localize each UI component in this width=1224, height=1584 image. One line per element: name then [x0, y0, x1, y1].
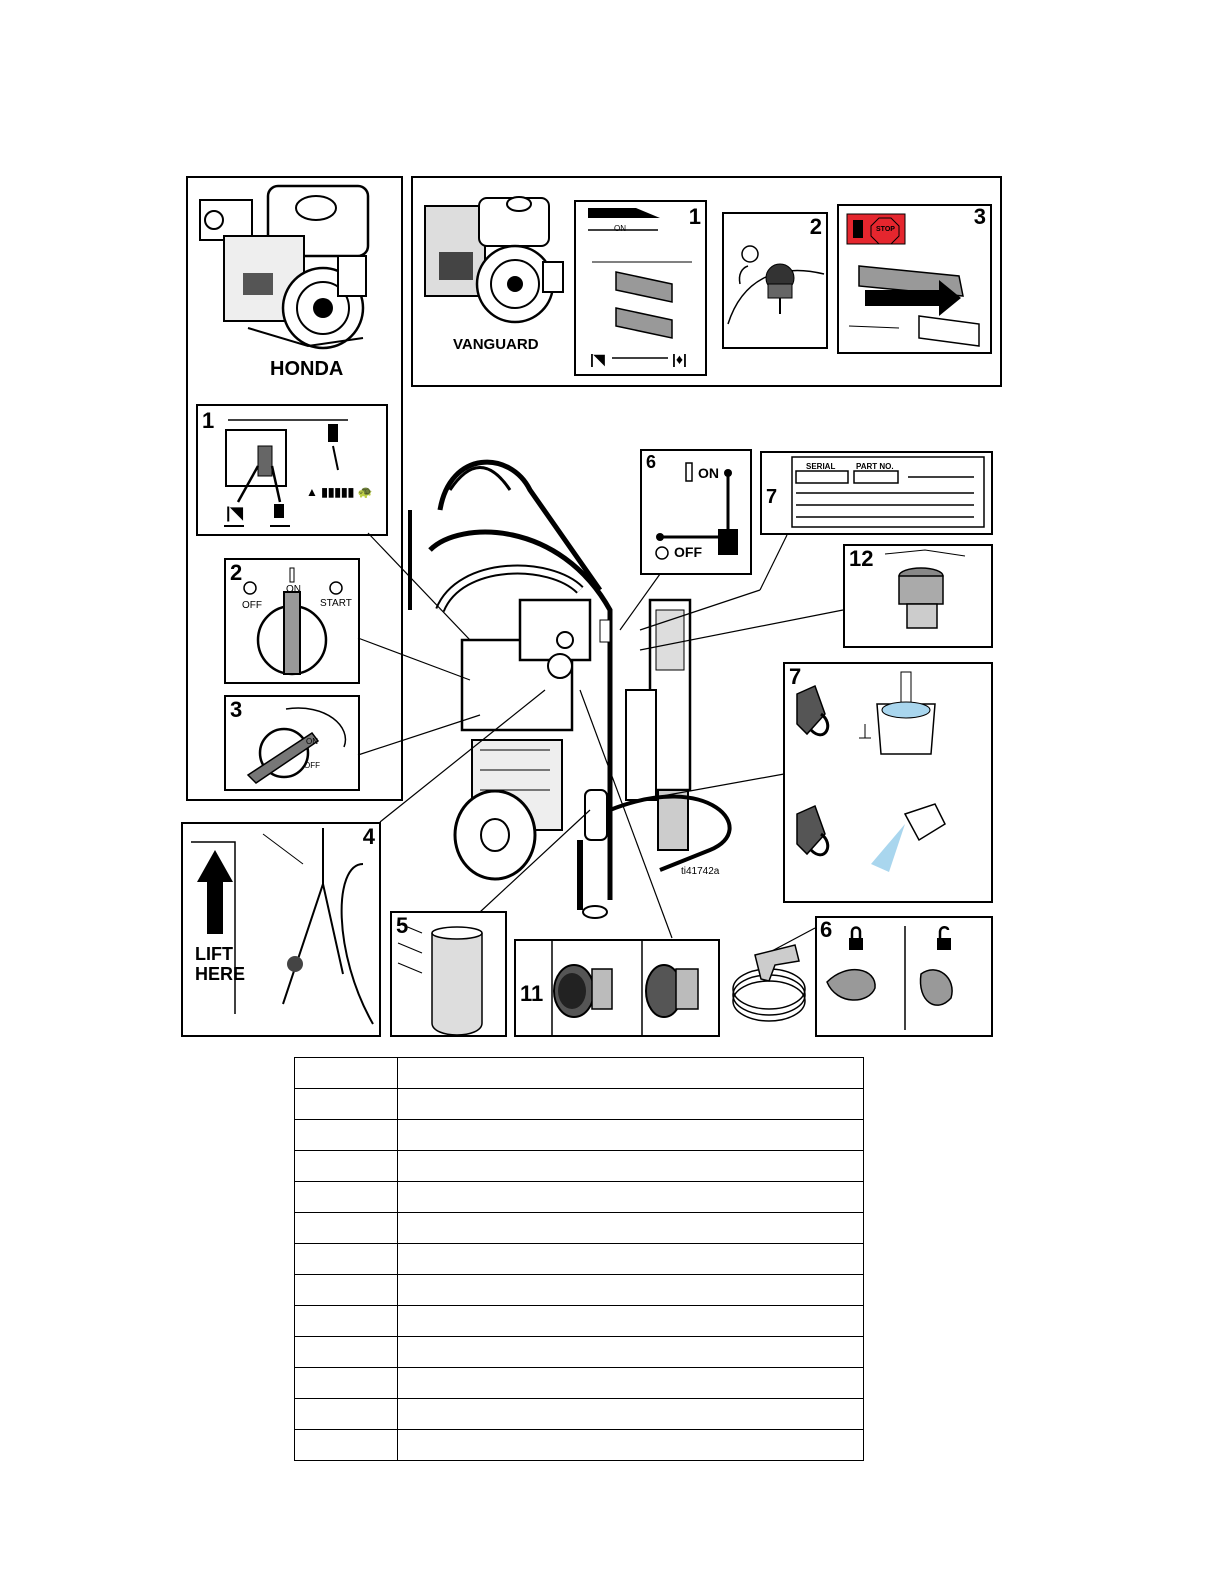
callout-number: 3 — [973, 204, 986, 229]
honda-label: HONDA — [270, 358, 344, 380]
callout-7-panel — [783, 662, 993, 903]
svg-text:|◥: |◥ — [590, 351, 605, 367]
table-cell — [295, 1244, 398, 1275]
fuel-valve-illustration — [226, 697, 358, 789]
table-cell — [295, 1089, 398, 1120]
vanguard-callout-2-panel — [722, 212, 828, 349]
cap-illustration — [845, 546, 991, 646]
ignition-switch-illustration — [226, 560, 358, 682]
table-row — [295, 1244, 864, 1275]
table-cell — [295, 1120, 398, 1151]
svg-text:|◥: |◥ — [226, 505, 243, 522]
table-cell — [295, 1182, 398, 1213]
table-cell — [295, 1399, 398, 1430]
table-cell — [295, 1337, 398, 1368]
svg-text:|♦|: |♦| — [672, 351, 687, 367]
here-label: HERE — [195, 964, 246, 984]
callout-number: 12 — [849, 546, 874, 571]
table-cell — [398, 1182, 864, 1213]
table-row — [295, 1182, 864, 1213]
callout-4-panel — [181, 822, 381, 1037]
table-cell — [398, 1368, 864, 1399]
vanguard-callout-3-panel — [837, 204, 992, 354]
table-cell — [295, 1368, 398, 1399]
serial-label: SERIAL — [806, 462, 836, 471]
trigger-lock-illustration — [817, 918, 991, 1035]
vanguard-panel — [411, 176, 1002, 387]
table-cell — [398, 1089, 864, 1120]
callout-7-label: 7 — [789, 664, 802, 689]
switch9-on-label: ON — [698, 465, 719, 481]
table-row — [295, 1430, 864, 1461]
table-row — [295, 1120, 864, 1151]
table-row — [295, 1213, 864, 1244]
filter-tube-illustration — [392, 913, 505, 1035]
table-row — [295, 1399, 864, 1430]
serial-plate-illustration — [762, 453, 991, 533]
table-header-row — [295, 1058, 864, 1089]
callout-number: 4 — [362, 824, 375, 849]
part-no-label: PART NO. — [856, 462, 894, 471]
table-cell — [398, 1120, 864, 1151]
table-header-cell — [295, 1058, 398, 1089]
table-cell — [295, 1306, 398, 1337]
fuel-off-label: OFF — [304, 761, 320, 770]
table-row — [295, 1151, 864, 1182]
vanguard-callout-1-panel — [574, 200, 707, 376]
honda-panel — [186, 176, 403, 801]
stop-sign-text: STOP — [876, 226, 895, 233]
svg-text:▲ ▮▮▮▮▮ 🐢: ▲ ▮▮▮▮▮ 🐢 — [306, 485, 373, 499]
callout-number: 1 — [202, 408, 215, 433]
lift-here-text — [195, 944, 245, 984]
callout-6-panel — [815, 916, 993, 1037]
callout-number: 11 — [520, 981, 544, 1006]
callout-6-label: 6 — [820, 917, 833, 942]
choke-throttle-illustration — [198, 406, 386, 534]
table-cell — [295, 1430, 398, 1461]
table-cell — [398, 1399, 864, 1430]
vanguard-engine-illustration — [419, 184, 569, 344]
honda-callout-3-panel — [224, 695, 360, 791]
callout-number: 7 — [766, 486, 778, 508]
table-row — [295, 1337, 864, 1368]
knob-illustration — [516, 941, 718, 1035]
table-cell — [295, 1213, 398, 1244]
honda-callout-1-panel — [196, 404, 388, 536]
vanguard-on-label: ON — [614, 224, 626, 233]
parts-table — [294, 1057, 864, 1461]
callout-number: 2 — [809, 214, 822, 239]
table-cell — [398, 1430, 864, 1461]
table-cell — [295, 1275, 398, 1306]
switch-off-label: OFF — [242, 600, 262, 611]
callout-number: 5 — [396, 913, 409, 938]
table-row — [295, 1089, 864, 1120]
vanguard-label: VANGUARD — [453, 336, 539, 353]
lift-here-illustration — [183, 824, 379, 1035]
honda-engine-illustration — [188, 178, 401, 368]
callout-number: 2 — [230, 560, 243, 585]
figure-id: ti41742a — [681, 866, 720, 877]
vanguard-choke-illustration — [576, 202, 705, 374]
callout-number: 1 — [688, 204, 701, 229]
callout-number: 6 — [646, 452, 657, 472]
table-cell — [398, 1306, 864, 1337]
vanguard-key-illustration — [724, 214, 826, 347]
callout-12-panel — [843, 544, 993, 648]
callout-9-panel — [640, 449, 752, 575]
spray-gun-illustration — [725, 925, 815, 1035]
switch-start-label: START — [320, 598, 352, 609]
callout-number: 3 — [230, 697, 243, 722]
table-cell — [398, 1213, 864, 1244]
table-row — [295, 1275, 864, 1306]
table-header-cell — [398, 1058, 864, 1089]
prime-spray-illustration — [785, 664, 991, 901]
fuel-on-label: ON — [306, 737, 318, 746]
callout-11-panel — [514, 939, 720, 1037]
switch-on-label: ON — [286, 584, 301, 595]
callout-10-panel — [760, 451, 993, 535]
table-cell — [295, 1151, 398, 1182]
table-cell — [398, 1275, 864, 1306]
lift-label: LIFT — [195, 944, 233, 964]
table-cell — [398, 1337, 864, 1368]
table-row — [295, 1368, 864, 1399]
callout-5-panel — [390, 911, 507, 1037]
table-cell — [398, 1151, 864, 1182]
table-row — [295, 1306, 864, 1337]
honda-callout-2-panel — [224, 558, 360, 684]
table-cell — [398, 1244, 864, 1275]
switch9-off-label: OFF — [674, 544, 702, 560]
vanguard-fuel-stop-illustration — [839, 206, 990, 352]
